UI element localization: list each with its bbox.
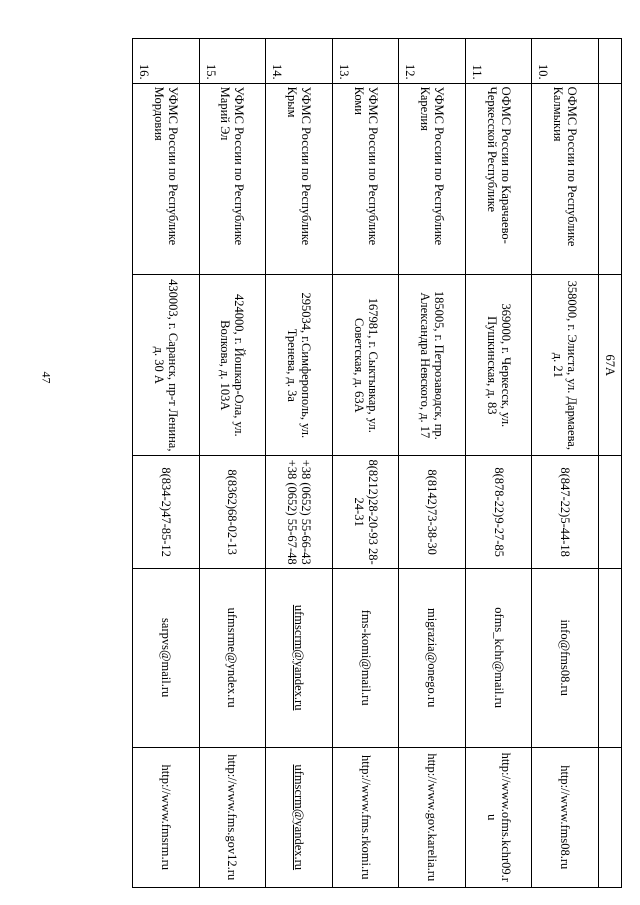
- table-row: [266, 39, 333, 888]
- office-address: 369000, г. Черкесск, ул. Пушкинская, д. 83: [465, 275, 532, 456]
- table-row: [199, 39, 266, 888]
- office-name: ОФМС России по Республике Калмыкия: [532, 83, 599, 275]
- office-address: 295034, г.Симферополь, ул. Тренева, д. 3а: [266, 275, 333, 456]
- row-number: 16.: [133, 39, 200, 84]
- office-name: УФМС России по Республике Коми: [332, 83, 399, 275]
- office-name: УФМС России по Республике Крым: [266, 83, 333, 275]
- row-number: 12.: [399, 39, 466, 84]
- office-name: ОФМС России по Карачаево-Черкесской Республике: [465, 83, 532, 275]
- row-number: 14.: [266, 39, 333, 84]
- office-address: 424000, г. Йошкар-Ола, ул. Волкова, д. 103А: [199, 275, 266, 456]
- office-name: УФМС России по Республике Марий Эл: [199, 83, 266, 275]
- table-row: [133, 39, 200, 888]
- cont-address: 67А: [599, 275, 622, 456]
- office-phone: 8(847-22)5-44-18: [532, 456, 599, 568]
- row-number: 10.: [532, 39, 599, 84]
- office-email[interactable]: migrazia@onego.ru: [399, 568, 466, 747]
- office-email[interactable]: ofms_kchr@mail.ru: [465, 568, 532, 747]
- page-number: 47: [39, 371, 54, 384]
- office-address: 358000, г. Элиста, ул. Дармаева, д. 21: [532, 275, 599, 456]
- office-phone: 8(8142)73-38-30: [399, 456, 466, 568]
- office-website[interactable]: ufmscrm@yandex.ru: [266, 747, 333, 887]
- table-row: [332, 39, 399, 888]
- office-phone: 8(834-2)47-85-12: [133, 456, 200, 568]
- row-number: 13.: [332, 39, 399, 84]
- cont-site: [599, 747, 622, 887]
- cont-name: [599, 83, 622, 275]
- office-phone: 8(8212)28-20-93 28-24-31: [332, 456, 399, 568]
- office-phone: 8(878-22)9-27-85: [465, 456, 532, 568]
- office-address: 185005, г. Петрозаводск, пр. Александра Невского, д. 17: [399, 275, 466, 456]
- cont-phone: [599, 456, 622, 568]
- rotated-table-wrapper: [132, 38, 622, 888]
- office-phone: +38 (0652) 55-66-43 +38 (0652) 55-67-48: [266, 456, 333, 568]
- office-phone: 8(8362)68-02-13: [199, 456, 266, 568]
- table-row: [399, 39, 466, 888]
- cont-email: [599, 568, 622, 747]
- contacts-table: [132, 38, 622, 888]
- office-name: УФМС России по Республике Мордовия: [133, 83, 200, 275]
- office-email[interactable]: ufmscrm@yandex.ru: [266, 568, 333, 747]
- office-email[interactable]: ufmsrme@yndex.ru: [199, 568, 266, 747]
- office-email[interactable]: fms-komi@mail.ru: [332, 568, 399, 747]
- row-number: 15.: [199, 39, 266, 84]
- office-website[interactable]: http://www.fms08.ru: [532, 747, 599, 887]
- office-website[interactable]: http://www.fms.gov12.ru: [199, 747, 266, 887]
- table-row: [532, 39, 599, 888]
- cont-num: [599, 39, 622, 84]
- table-row: [465, 39, 532, 888]
- continuation-row: [599, 39, 622, 888]
- office-email[interactable]: sarpvs@mail.ru: [133, 568, 200, 747]
- office-address: 430003, г. Саранск, пр-т Ленина, д. 30 А: [133, 275, 200, 456]
- row-number: 11.: [465, 39, 532, 84]
- office-website[interactable]: http://www.fmsrm.ru: [133, 747, 200, 887]
- office-name: УФМС России по Республике Карелия: [399, 83, 466, 275]
- office-website[interactable]: http://www.gov.karelia.ru: [399, 747, 466, 887]
- office-email[interactable]: info@fms08.ru: [532, 568, 599, 747]
- office-website[interactable]: http://www.fms.rkomi.ru: [332, 747, 399, 887]
- office-address: 167981, г. Сыктывкар, ул. Советская, д. 63А: [332, 275, 399, 456]
- office-website[interactable]: http://www.ofms.kchr09.ru: [465, 747, 532, 887]
